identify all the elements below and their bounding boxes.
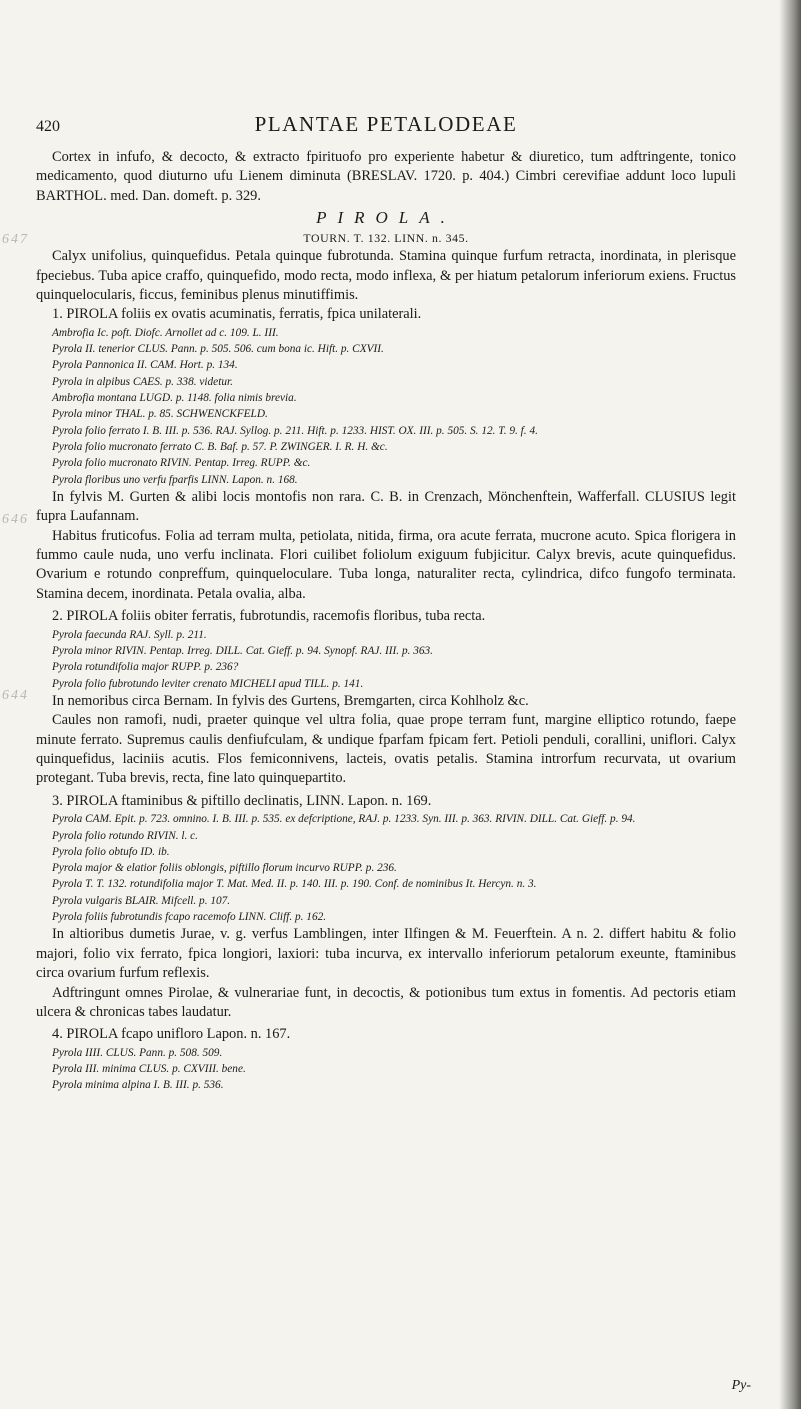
species-entry xyxy=(36,792,736,1023)
species-heading: 1. PIROLA foliis ex ovatis acuminatis, ferratis, fpica unilaterali. xyxy=(52,306,422,323)
synonym: Pyrola III. minima CLUS. p. CXVIII. bene. xyxy=(52,1063,246,1076)
species-entry xyxy=(36,305,736,604)
species-habitat: In altioribus dumetis Jurae, v. g. verfus Lamblingen, inter Ilfingen & M. Feuerftein. A n. 2. differt habitu & folio majori, folio vix ferrato, fpica longiori, laxiori: tuba incurva, ex intervallo inferiorum petalorum exeunte, ftaminibus circa ovarium furfum reflexis. xyxy=(36,926,736,982)
species-heading: 4. PIROLA fcapo unifloro Lapon. n. 167. xyxy=(52,1026,291,1043)
synonym: Ambrofia montana LUGD. p. 1148. folia nimis brevia. xyxy=(52,392,297,405)
synonym: Pyrola CAM. Epit. p. 723. omnino. I. B. III. p. 535. ex defcriptione, RAJ. p. 1233. Syn. III. p. 363. RIVIN. DILL. Cat. Gieff. p. 94. xyxy=(52,813,636,826)
synonym: Pyrola faecunda RAJ. Syll. p. 211. xyxy=(52,628,207,641)
synonym: Pyrola minor RIVIN. Pentap. Irreg. DILL. Cat. Gieff. p. 94. Synopf. RAJ. III. p. 363. xyxy=(52,644,434,657)
margin-note: 644 xyxy=(2,688,29,703)
synonym: Pyrola minor THAL. p. 85. SCHWENCKFELD. xyxy=(52,408,268,421)
synonym: Pyrola floribus uno verfu fparfis LINN. Lapon. n. 168. xyxy=(52,473,298,486)
synonym: Pyrola folio rotundo RIVIN. l. c. xyxy=(52,829,199,842)
synonym: Pyrola folio mucronato RIVIN. Pentap. Irreg. RUPP. &c. xyxy=(52,457,311,470)
synonym: Pyrola T. T. 132. rotundifolia major T. Mat. Med. II. p. 140. III. p. 190. Conf. de nominibus It. Hercyn. n. 3. xyxy=(52,878,537,891)
species-habitat: In nemoribus circa Bernam. In fylvis des Gurtens, Bremgarten, circa Kohlholz &c. xyxy=(52,692,529,709)
body-text xyxy=(36,148,736,1388)
synonym: Pyrola minima alpina I. B. III. p. 536. xyxy=(52,1079,224,1092)
species-description: Caules non ramofi, nudi, praeter quinque vel ultra folia, quae prope terram funt, margine elliptico rotundo, faepe minute ferrato. Supremus caulis denfiufculam, & undique fparfam fpicam fert. Petioli penduli, corallini, uniflori. Calyx quinquefidus, laciniis acutis. Flos femiconnivens, lacteis, ovatis petalis. Stamina introrfum recurvata, ut ovarium protegant. Tuba brevis, recta, fine lato quinquepartito. xyxy=(36,712,736,787)
genus-description: Calyx unifolius, quinquefidus. Petala quinque fubrotunda. Stamina quinque furfum retracta, inordinata, in plerisque fpeciebus. Tuba apice craffo, quinquefido, modo recta, modo inflexa, & per hiatum petalorum inferiorum exiens. Fructus quinquelocularis, ficcus, feminibus plenus minutiffimis. xyxy=(36,248,736,304)
synonym: Pyrola rotundifolia major RUPP. p. 236? xyxy=(52,661,239,674)
synonym: Pyrola folio obtufo ID. ib. xyxy=(52,845,170,858)
synonym: Pyrola IIII. CLUS. Pann. p. 508. 509. xyxy=(52,1046,223,1059)
species-heading: 3. PIROLA ftaminibus & piftillo declinatis, LINN. Lapon. n. 169. xyxy=(52,792,432,809)
species-habitat: In fylvis M. Gurten & alibi locis montofis non rara. C. B. in Crenzach, Mönchenftein, Wafferfall. CLUSIUS legit fupra Laufannam. xyxy=(36,488,736,525)
catchword: Py- xyxy=(731,1378,751,1393)
synonym: Ambrofia Ic. poft. Diofc. Arnollet ad c. 109. L. III. xyxy=(52,326,279,339)
running-title: PLANTAE PETALODEAE xyxy=(254,112,518,136)
species-description: Habitus fruticofus. Folia ad terram multa, petiolata, nitida, firma, ora acute ferrata, mucrone acuto. Spica florigera in fummo caule nuda, uno verfu inclinata. Flori cuilibet foliolum exiguum fubjicitur. Calyx brevis, acute quinquefidus. Ovarium e rotundo conpreffum, quinqueloculare. Tuba longa, naturaliter recta, cylindrica, difco fungofo terminata. Stamina decem, inordinata. Petala ovalia, alba. xyxy=(36,527,736,602)
page-number: 420 xyxy=(36,118,60,135)
genus-reference: TOURN. T. 132. LINN. n. 345. xyxy=(303,231,469,246)
intro-paragraph: Cortex in infufo, & decocto, & extracto fpirituofo pro experiente habetur & diuretico, tum adftringente, tonico medicamento, quod diuturno ufu Lienem diminuta (BRESLAV. 1720. p. 404.) Cimbri cerevifiae addunt loco lupuli BARTHOL. med. Dan. domeft. p. 329. xyxy=(36,149,736,204)
species-entry xyxy=(36,1025,736,1093)
synonym: Pyrola foliis fubrotundis fcapo racemofo LINN. Cliff. p. 162. xyxy=(52,911,327,924)
synonym: Pyrola folio ferrato I. B. III. p. 536. RAJ. Syllog. p. 211. Hift. p. 1233. HIST. OX. III. p. 505. S. 12. T. 9. f. 4. xyxy=(52,424,538,437)
synonym: Pyrola Pannonica II. CAM. Hort. p. 134. xyxy=(52,359,238,372)
species-entry xyxy=(36,607,736,789)
synonym: Pyrola II. tenerior CLUS. Pann. p. 505. 506. cum bona ic. Hift. p. CXVII. xyxy=(52,343,384,356)
synonym: Pyrola folio mucronato ferrato C. B. Baf. p. 57. P. ZWINGER. I. R. H. &c. xyxy=(52,440,388,453)
page-header xyxy=(36,112,736,140)
genus-name: PIROLA. xyxy=(316,208,456,228)
species-heading: 2. PIROLA foliis obiter ferratis, fubrotundis, racemofis floribus, tuba recta. xyxy=(52,608,486,625)
margin-note: 646 xyxy=(2,512,29,527)
synonym: Pyrola folio fubrotundo leviter crenato MICHELI apud TILL. p. 141. xyxy=(52,677,364,690)
synonym: Pyrola major & elatior foliis oblongis, piftillo florum incurvo RUPP. p. 236. xyxy=(52,862,397,875)
margin-note: 647 xyxy=(2,232,29,247)
species-uses: Adftringunt omnes Pirolae, & vulnerariae funt, in decoctis, & potionibus tum extus in fomentis. Ad pectoris etiam ulcera & chronicas tabes laudatur. xyxy=(36,984,736,1020)
synonym: Pyrola in alpibus CAES. p. 338. videtur. xyxy=(52,375,233,388)
synonym: Pyrola vulgaris BLAIR. Mifcell. p. 107. xyxy=(52,894,231,907)
